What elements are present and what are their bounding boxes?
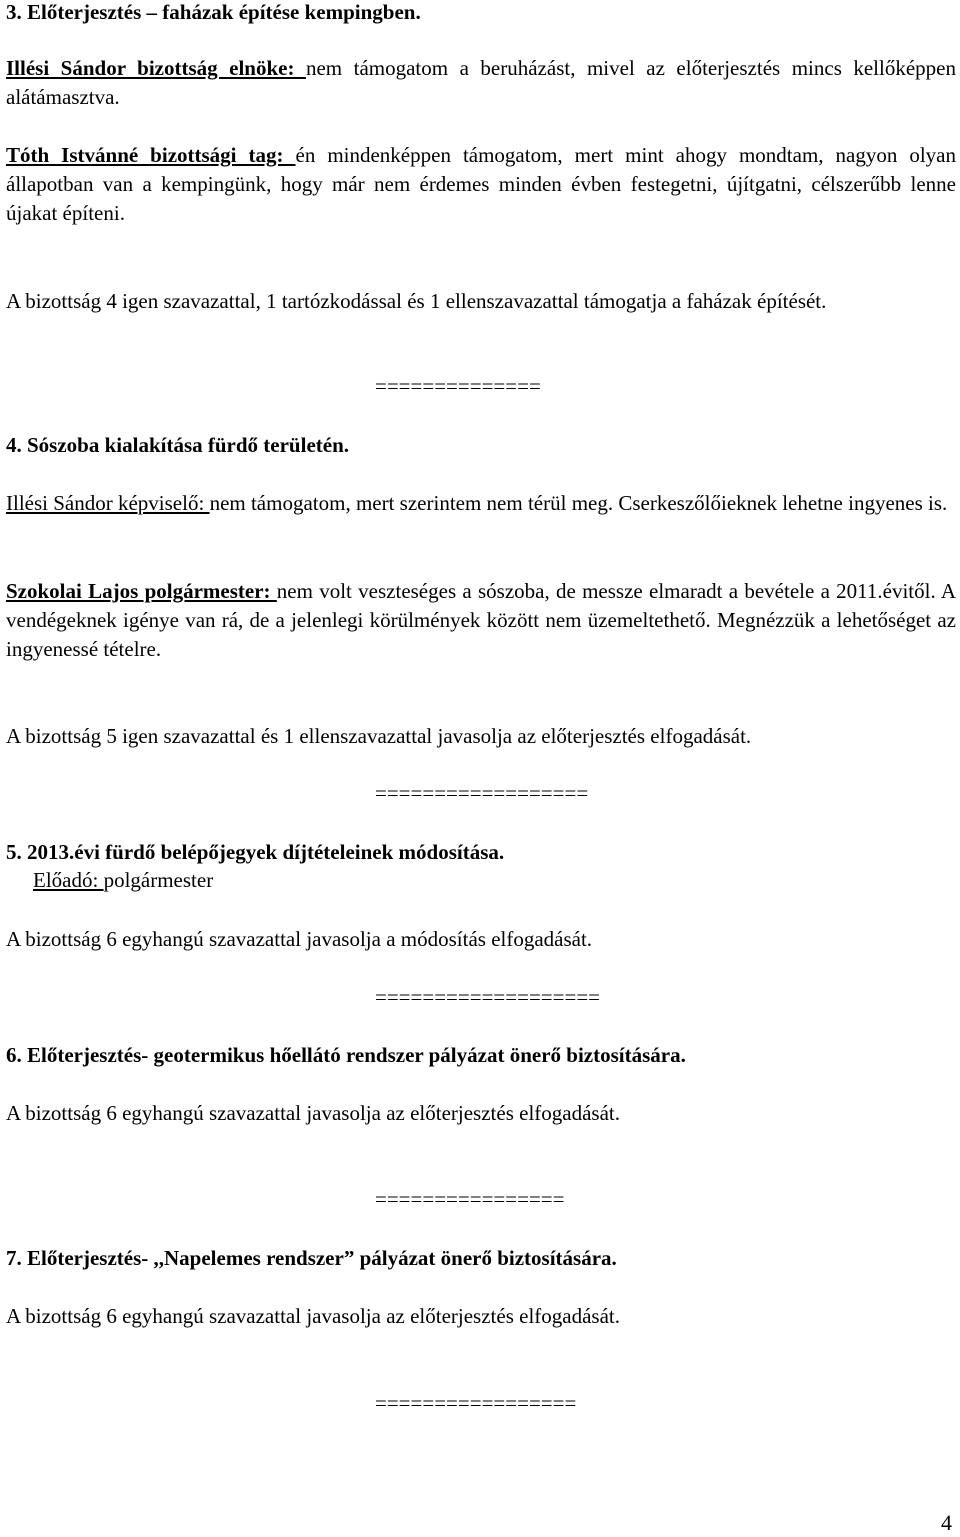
presenter-name: polgármester <box>103 868 214 892</box>
speaker-name: Szokolai Lajos polgármester: <box>6 579 277 603</box>
item4-decision: A bizottság 5 igen szavazattal és 1 ellenszavazattal javasolja az előterjesztés elfogadását. <box>6 724 752 748</box>
item3-decision: A bizottság 4 igen szavazattal, 1 tartózkodással és 1 ellenszavazattal támogatja a faházak építését. <box>6 289 827 313</box>
item3-heading: 3. Előterjesztés – faházak építése kempingben. <box>6 0 421 24</box>
separator-line: ================= <box>375 1391 577 1415</box>
item6-heading: 6. Előterjesztés- geotermikus hőellátó rendszer pályázat önerő biztosítására. <box>6 1043 686 1067</box>
item3-paragraph-2 <box>6 141 956 228</box>
page-number: 4 <box>941 1510 952 1535</box>
separator-line: ================ <box>375 1187 565 1211</box>
item4-heading: 4. Sószoba kialakítása fürdő területén. <box>6 433 350 457</box>
speaker-name: Tóth Istvánné bizottsági tag: <box>6 143 296 167</box>
item7-heading: 7. Előterjesztés- ,,Napelemes rendszer” pályázat önerő biztosítására. <box>6 1246 617 1270</box>
separator-line: =================== <box>375 985 601 1009</box>
speaker-text: nem támogatom a beruházást, mivel az előterjesztés mincs kellőképpen alátámasztva. <box>6 56 956 109</box>
speaker-name: Illési Sándor bizottság elnöke: <box>6 56 306 80</box>
speaker-text: én mindenképpen támogatom, mert mint ahogy mondtam, nagyon olyan állapotban van a kempingünk, hogy már nem érdemes minden évben festegetni, újítgatni, célszerűbb lenne újakat építeni. <box>6 143 956 225</box>
item5-decision: A bizottság 6 egyhangú szavazattal javasolja a módosítás elfogadását. <box>6 927 593 951</box>
separator-line: ================== <box>375 781 589 805</box>
item4-paragraph-2 <box>6 577 956 664</box>
item6-decision: A bizottság 6 egyhangú szavazattal javasolja az előterjesztés elfogadását. <box>6 1101 620 1125</box>
item4-paragraph-1 <box>6 489 956 518</box>
separator-line: ============== <box>375 374 541 398</box>
speaker-name: Illési Sándor képviselő: <box>6 491 210 515</box>
item5-presenter <box>33 866 960 895</box>
item3-paragraph-1 <box>6 54 956 112</box>
speaker-text: nem volt veszteséges a sószoba, de messze elmaradt a bevétele a 2011.évitől. A vendégeknek igénye van rá, de a jelenlegi körülmények között nem üzemeltethető. Megnézzük a lehetőséget az ingyenessé tételre. <box>6 579 956 661</box>
presenter-label: Előadó: <box>33 868 104 892</box>
item7-decision: A bizottság 6 egyhangú szavazattal javasolja az előterjesztés elfogadását. <box>6 1304 620 1328</box>
speaker-text: nem támogatom, mert szerintem nem térül meg. Cserkeszőlőieknek lehetne ingyenes is. <box>209 491 948 515</box>
item5-heading: 5. 2013.évi fürdő belépőjegyek díjtételeinek módosítása. <box>6 840 505 864</box>
